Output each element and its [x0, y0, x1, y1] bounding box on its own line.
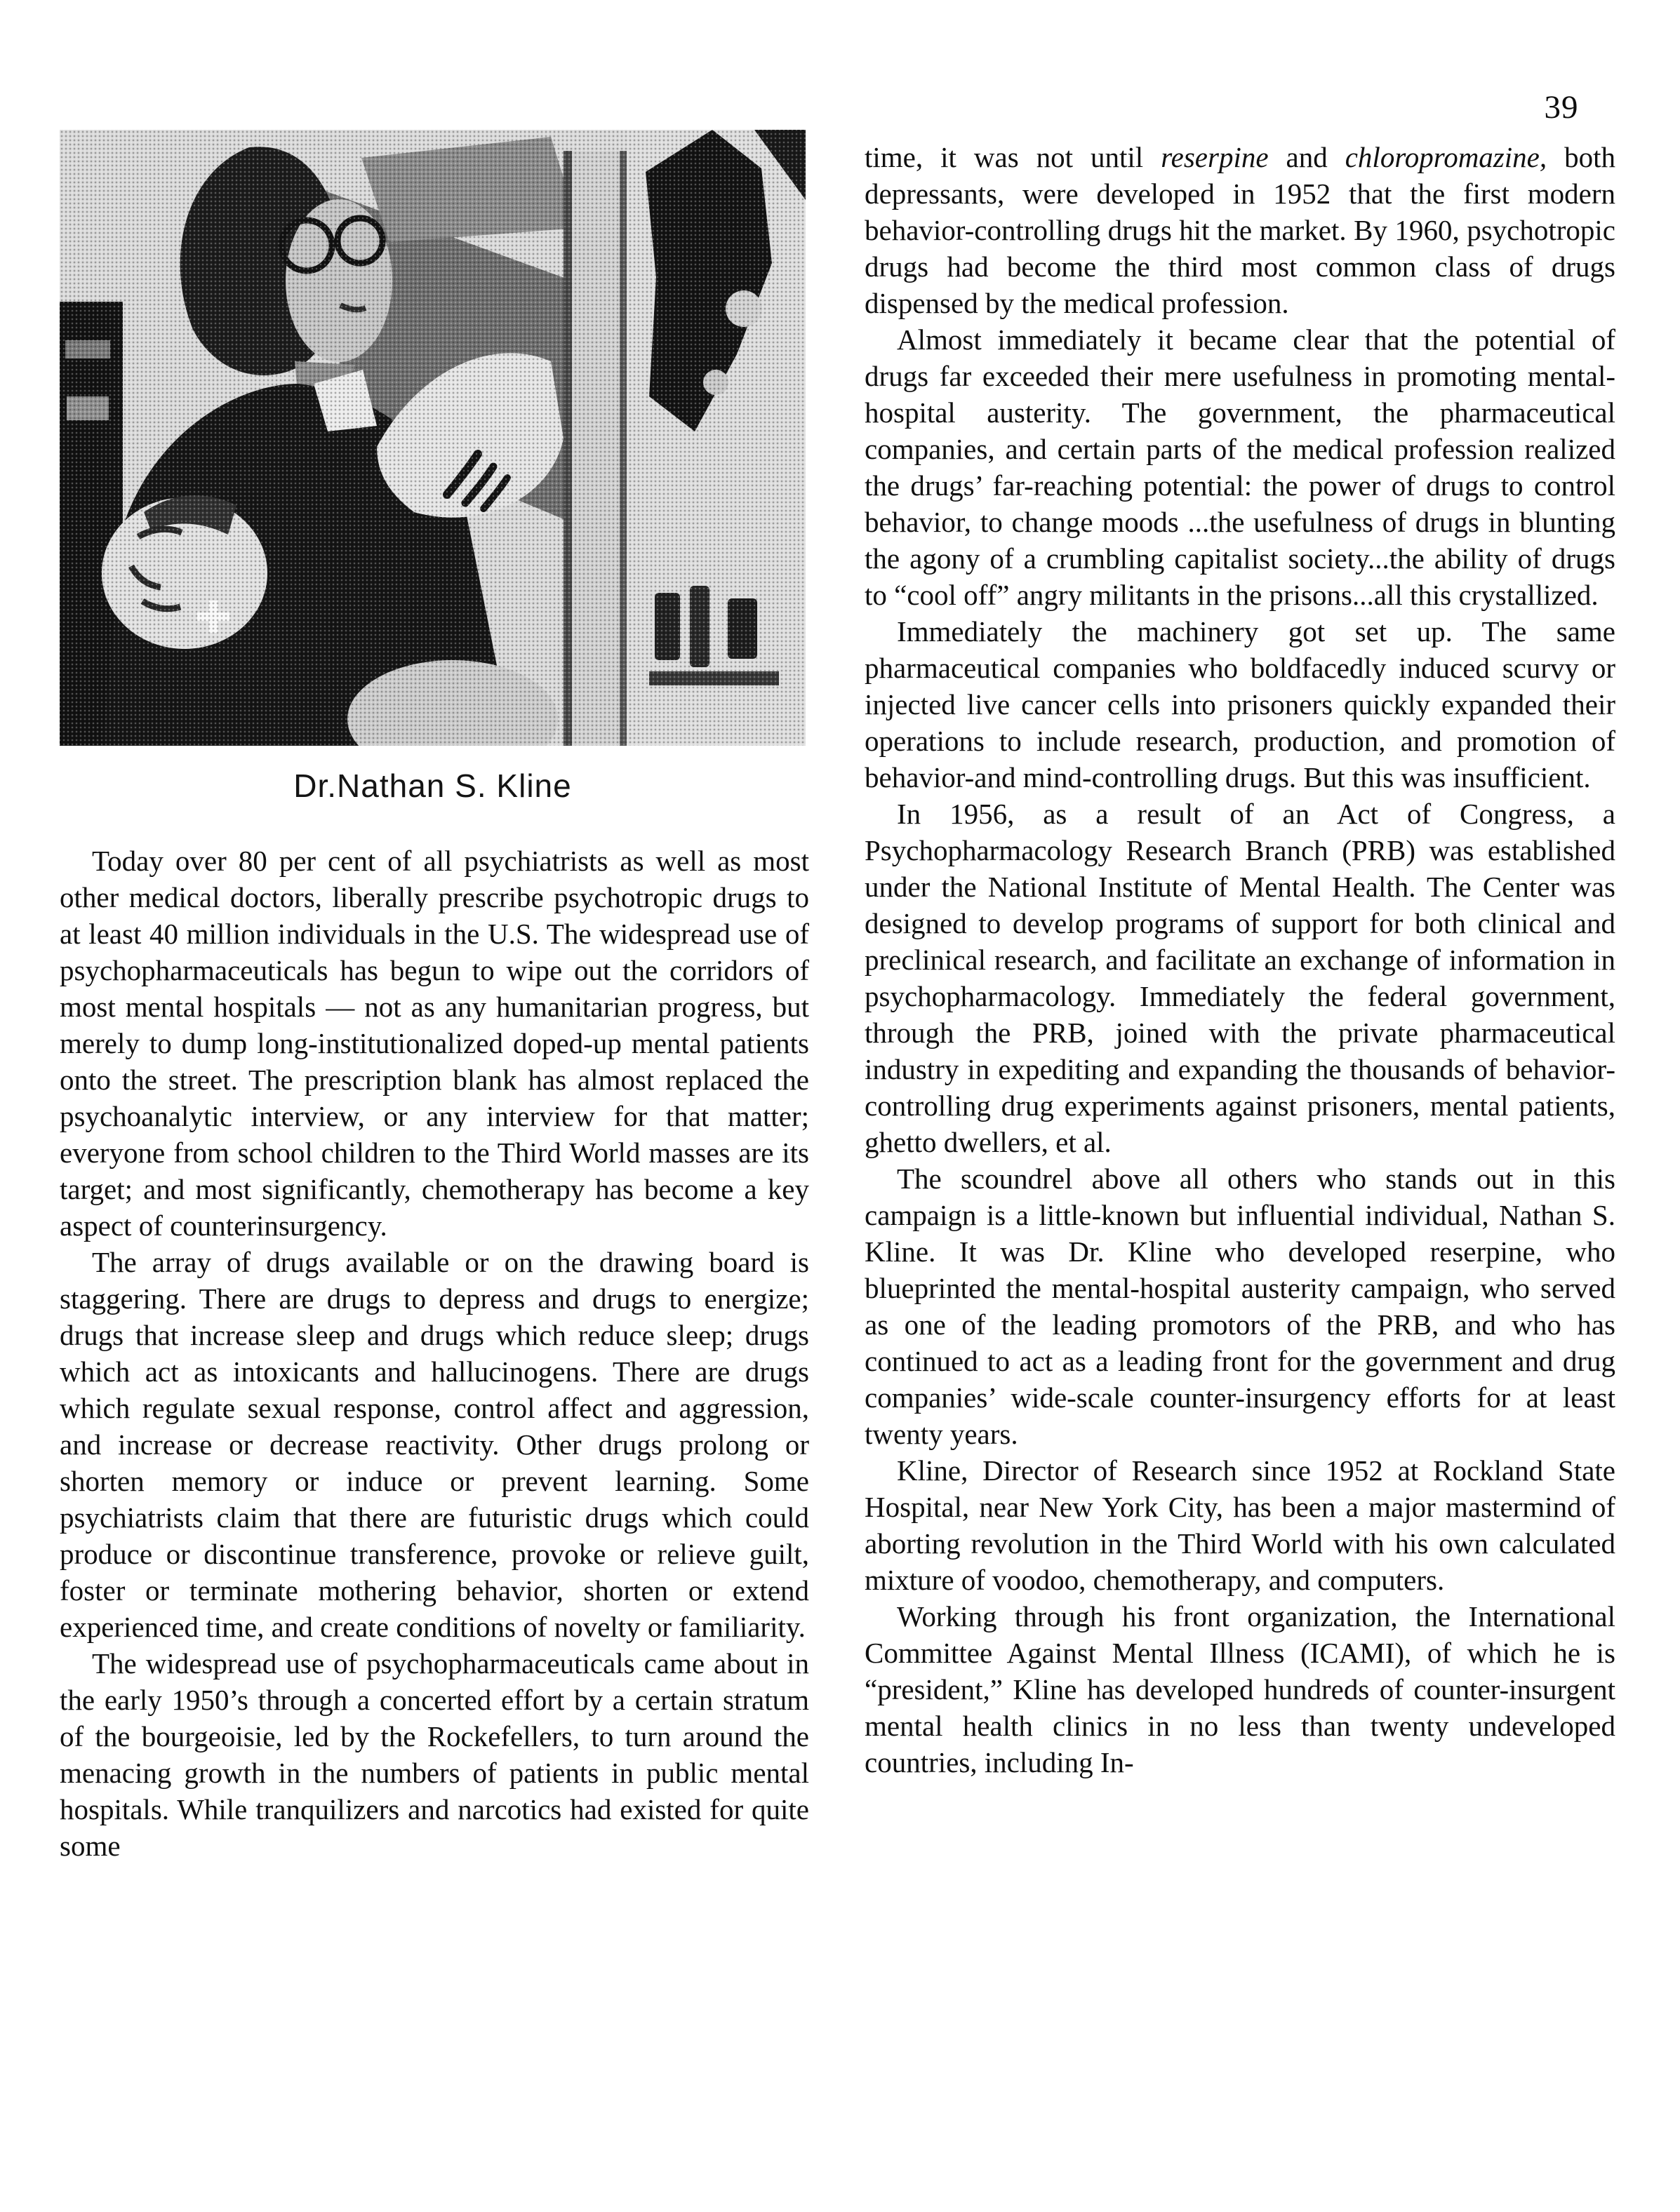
paragraph: Working through his front organization, the International Committee Against Mental Illness (ICAMI), of which he is “president,” Kline has developed hundreds of counter-insurgent mental health clinics in no less than twenty undeveloped countries, including In- — [865, 1600, 1615, 1778]
kline-photo-illustration — [60, 130, 806, 746]
paragraph: Today over 80 per cent of all psychiatrists as well as most other medical doctors, liberally prescribe psychotropic drugs to at least 40 million individuals in the U.S. The widespread use of psychopharmaceuticals has begun to wipe out the corridors of most mental hospitals — not as any humanitarian progress, but merely to dump long-institutionalized doped-up mental patients onto the street. The prescription blank has almost replaced the psychoanalytic interview, or any interview for that matter; everyone from school children to the Third World masses are its target; and most significantly, chemotherapy has become a key aspect of counterinsurgency. — [60, 845, 809, 1242]
paragraph: Kline, Director of Research since 1952 at Rockland State Hospital, near New York City, has been a major mastermind of aborting revolution in the Third World with his own calculated mixture of voodoo, chemotherapy, and computers. — [865, 1454, 1615, 1596]
paragraph: time, it was not until reserpine and chloropromazine, both depressants, were developed in 1952 that the first modern behavior-controlling drugs hit the market. By 1960, psychotropic drugs had become the third most common class of drugs dispensed by the medical profession. — [865, 141, 1615, 319]
paragraph: The widespread use of psychopharmaceuticals came about in the early 1950’s through a concerted effort by a certain stratum of the bourgeoisie, led by the Rockefellers, to turn around the menacing growth in the numbers of patients in public mental hospitals. While tranquilizers and narcotics had existed for quite some — [60, 1647, 809, 1862]
right-column — [865, 139, 1615, 1781]
kline-photo — [60, 130, 806, 746]
paragraph: The scoundrel above all others who stands out in this campaign is a little-known but influential individual, Nathan S. Kline. It was Dr. Kline who developed reserpine, who blueprinted the mental-hospital austerity campaign, who served as one of the leading promotors of the PRB, and who has continued to act as a leading front for the government and drug companies’ wide-scale counter-insurgency efforts for at least twenty years. — [865, 1162, 1615, 1450]
photo-caption: Dr.Nathan S. Kline — [293, 768, 572, 804]
page-number: 39 — [1544, 89, 1579, 126]
left-column — [60, 130, 809, 1864]
paragraph: Almost immediately it became clear that the potential of drugs far exceeded their mere usefulness in promoting mental-hospital austerity. The government, the pharmaceutical companies, and certain parts of the medical profession realized the drugs’ far-reaching potential: the power of drugs to control behavior, to change moods ...the usefulness of drugs in blunting the agony of a crumbling capitalist society...the ability of drugs to “cool off” angry militants in the prisons...all this crystallized. — [865, 323, 1615, 611]
paragraph: Immediately the machinery got set up. The same pharmaceutical companies who boldfacedly induced scurvy or injected live cancer cells into prisoners quickly expanded their operations to include research, production, and promotion of behavior-and mind-controlling drugs. But this was insufficient. — [865, 615, 1615, 793]
left-column-text — [60, 843, 809, 1864]
paragraph: In 1956, as a result of an Act of Congress, a Psychopharmacology Research Branch (PRB) was established under the National Institute of Mental Health. The Center was designed to develop programs of support for both clinical and preclinical research, and facilitate an exchange of information in psychopharmacology. Immediately the federal government, through the PRB, joined with the private pharmaceutical industry in expediting and expanding the thousands of behavior-controlling drug experiments against prisoners, mental patients, ghetto dwellers, et al. — [865, 798, 1615, 1158]
paragraph: The array of drugs available or on the drawing board is staggering. There are drugs to depress and drugs to energize; drugs that increase sleep and drugs which reduce sleep; drugs which act as intoxicants and hallucinogens. There are drugs which regulate sexual response, control affect and aggression, and increase or decrease reactivity. Other drugs prolong or shorten memory or induce or prevent learning. Some psychiatrists claim that there are futuristic drugs which could produce or discontinue transference, provoke or relieve guilt, foster or terminate mothering behavior, shorten or extend experienced time, and create conditions of novelty or familiarity. — [60, 1246, 809, 1643]
